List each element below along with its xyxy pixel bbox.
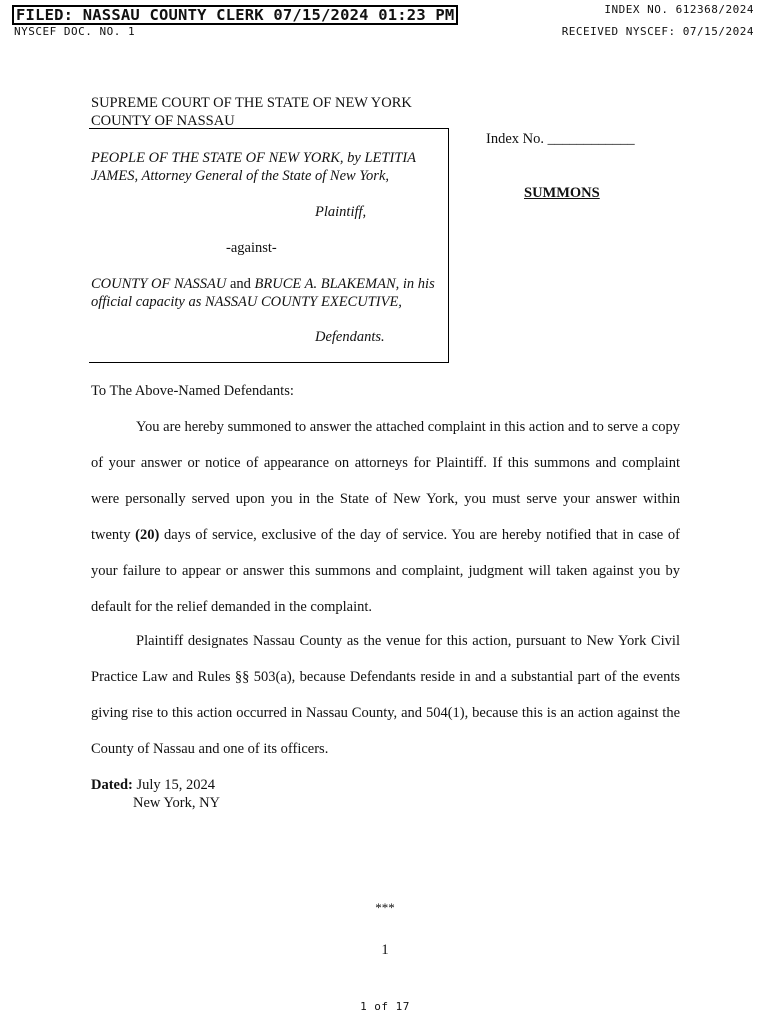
- paragraph-text-continued: days of service, exclusive of the day of service. You are hereby notified that in case of your failure to appear or answer this summons and complaint, judgment will taken against you by default for the relief demanded in the complaint.: [91, 527, 681, 615]
- header-index-number: INDEX NO. 612368/2024: [604, 3, 754, 16]
- case-caption: [89, 128, 449, 363]
- defendants-role: Defendants.: [315, 329, 385, 345]
- filed-stamp: FILED: NASSAU COUNTY CLERK 07/15/2024 01:23 PM: [12, 5, 458, 25]
- salutation: To The Above-Named Defendants:: [91, 383, 294, 399]
- plaintiff-role: Plaintiff,: [315, 204, 367, 220]
- court-county: COUNTY OF NASSAU: [91, 113, 235, 129]
- defendant-executive: BRUCE A. BLAKEMAN, in his official capacity as NASSAU COUNTY EXECUTIVE,: [91, 276, 435, 310]
- defendant-conjunction: and: [226, 276, 255, 292]
- section-separator: ***: [375, 900, 395, 915]
- venue-paragraph: Plaintiff designates Nassau County as the venue for this action, pursuant to New York Civil Practice Law and Rules §§ 503(a), because Defendants reside in and a substantial part of the events giving rise to this action occurred in Nassau County, and 504(1), because this is an action against the County of Nassau and one of its officers.: [91, 633, 680, 757]
- index-number-blank: Index No. ____________: [486, 131, 635, 147]
- document-title: SUMMONS: [524, 185, 600, 201]
- defendants-names: [91, 275, 436, 311]
- court-name: SUPREME COURT OF THE STATE OF NEW YORK: [91, 95, 412, 111]
- defendant-county: COUNTY OF NASSAU: [91, 276, 227, 292]
- dated-block: [91, 776, 220, 812]
- dated-label: Dated:: [91, 777, 133, 793]
- page-count: 1 of 17: [360, 1000, 410, 1013]
- summons-paragraph: [91, 409, 680, 625]
- dated-place: New York, NY: [133, 795, 221, 811]
- against-label: -against-: [226, 240, 277, 256]
- paragraph-text: You are hereby summoned to answer the attached complaint in this action and to serve a copy of your answer or notice of appearance on attorneys for Plaintiff. If this summons and complaint were personally served upon you in the State of New York, you must serve your answer within twenty: [91, 419, 680, 543]
- days-count: (20): [135, 527, 160, 543]
- received-nyscef-date: RECEIVED NYSCEF: 07/15/2024: [561, 25, 754, 38]
- plaintiff-name: PEOPLE OF THE STATE OF NEW YORK, by LETITIA JAMES, Attorney General of the State of New York,: [91, 150, 416, 184]
- dated-date: July 15, 2024: [132, 777, 216, 793]
- page-number: 1: [381, 942, 389, 958]
- nyscef-doc-number: NYSCEF DOC. NO. 1: [14, 25, 136, 38]
- court-heading: [91, 94, 412, 130]
